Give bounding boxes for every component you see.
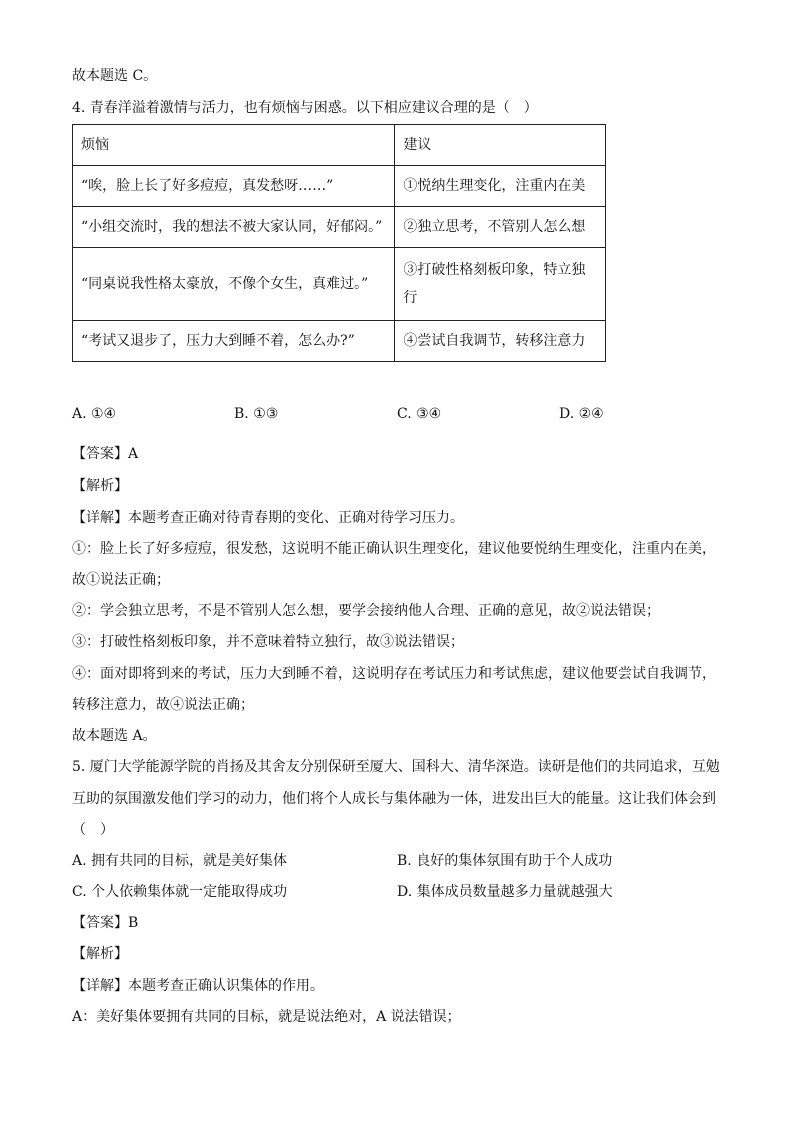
q5-options-row	[72, 851, 672, 871]
q5-detail: 【详解】本题考查正确认识集体的作用。	[72, 978, 324, 994]
option-d: D. ②④	[559, 406, 604, 422]
q4-table	[72, 124, 606, 362]
table-cell: ②独立思考，不管别人怎么想	[395, 207, 606, 248]
option-b: B. 良好的集体氛围有助于个人成功	[397, 853, 613, 869]
q4-analysis-line: 故①说法正确；	[72, 572, 170, 588]
table-cell: “小组交流时，我的想法不被大家认同，好郁闷。”	[73, 207, 395, 248]
q4-options	[72, 404, 632, 424]
q5-options-row	[72, 882, 672, 902]
q5-answer: 【答案】B	[72, 915, 139, 931]
table-header-cell: 建议	[395, 125, 606, 166]
option-a: A. 拥有共同的目标，就是美好集体	[72, 853, 288, 869]
q4-analysis-line: 转移注意力，故④说法正确；	[72, 697, 254, 713]
q5-analysis-label: 【解析】	[72, 946, 128, 962]
q4-conclusion: 故本题选 A。	[72, 728, 157, 744]
q4-stem: 4. 青春洋溢着激情与活力，也有烦恼与困惑。以下相应建议合理的是（ ）	[72, 100, 538, 116]
table-cell: “同桌说我性格太豪放，不像个女生，真难过。”	[73, 248, 395, 321]
q5-stem-line: 互助的氛围激发他们学习的动力，他们将个人成长与集体融为一体，进发出巨大的能量。这让我们体会到	[72, 791, 716, 807]
option-c: C. ③④	[397, 406, 442, 422]
option-b: B. ①③	[234, 406, 279, 422]
q4-detail: 【详解】本题考查正确对待青春期的变化、正确对待学习压力。	[72, 510, 464, 526]
q5-stem-line: （ ）	[72, 822, 114, 838]
table-cell: “唉，脸上长了好多痘痘，真发愁呀……”	[73, 166, 395, 207]
option-a: A. ①④	[72, 406, 117, 422]
q4-analysis-label: 【解析】	[72, 478, 128, 494]
table-cell: ①悦纳生理变化，注重内在美	[395, 166, 606, 207]
table-row	[73, 166, 606, 207]
table-header-cell: 烦恼	[73, 125, 395, 166]
table-cell: “考试又退步了，压力大到睡不着，怎么办?”	[73, 321, 395, 362]
table-cell: ④尝试自我调节，转移注意力	[395, 321, 606, 362]
q4-analysis-line: ③：打破性格刻板印象，并不意味着特立独行，故③说法错误；	[72, 634, 464, 650]
table-cell: ③打破性格刻板印象，特立独行	[395, 248, 606, 321]
table-header-row	[73, 125, 606, 166]
q5-analysis-line: A：美好集体要拥有共同的目标，就是说法绝对，A 说法错误；	[72, 1009, 461, 1025]
q4-analysis-line: ④：面对即将到来的考试，压力大到睡不着，这说明存在考试压力和考试焦虑，建议他要尝试自我调节，	[72, 666, 716, 682]
q4-answer: 【答案】A	[72, 446, 139, 462]
table-row	[73, 207, 606, 248]
table-row	[73, 248, 606, 321]
table-row	[73, 321, 606, 362]
q4-analysis-line: ②：学会独立思考，不是不管别人怎么想，要学会接纳他人合理、正确的意见，故②说法错误；	[72, 603, 660, 619]
q5-stem-line: 5. 厦门大学能源学院的肖扬及其舍友分别保研至厦大、国科大、清华深造。读研是他们的共同追求，互勉	[72, 759, 720, 775]
q4-analysis-line: ①：脸上长了好多痘痘，很发愁，这说明不能正确认识生理变化，建议他要悦纳生理变化，注重内在美，	[72, 541, 716, 557]
option-d: D. 集体成员数量越多力量就越强大	[397, 884, 613, 900]
option-c: C. 个人依赖集体就一定能取得成功	[72, 884, 288, 900]
q3-conclusion: 故本题选 C。	[72, 68, 158, 84]
